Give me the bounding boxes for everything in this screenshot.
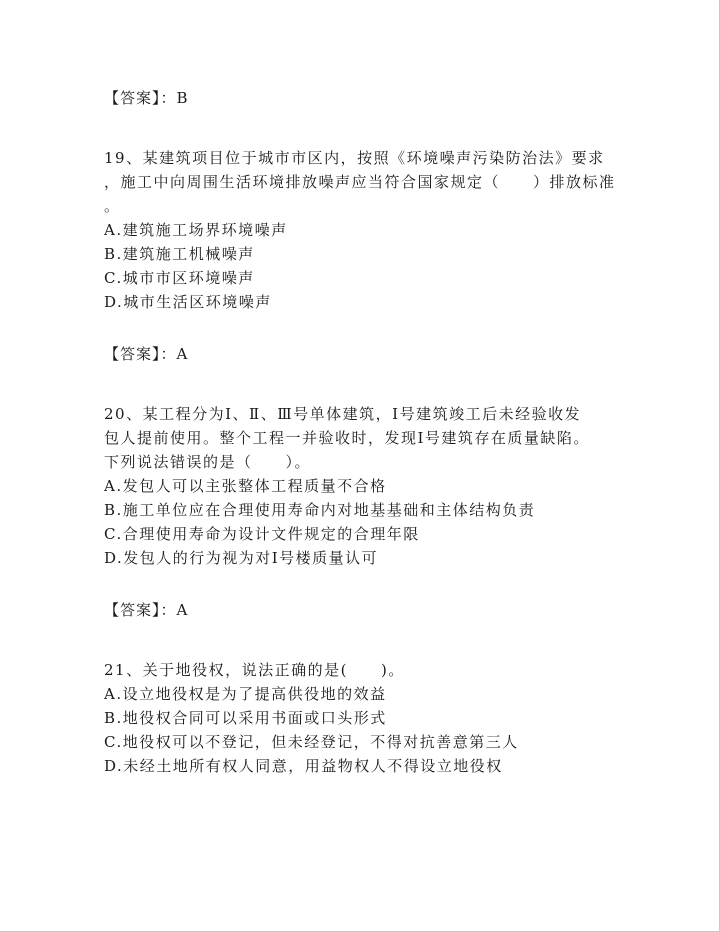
q19-option-b: B.建筑施工机械噪声 xyxy=(104,245,255,263)
q20-option-d: D.发包人的行为视为对Ⅰ号楼质量认可 xyxy=(104,549,379,567)
q20-option-b: B.施工单位应在合理使用寿命内对地基基础和主体结构负责 xyxy=(104,501,536,519)
q19-option-d: D.城市生活区环境噪声 xyxy=(104,293,272,311)
q20-option-a: A.发包人可以主张整体工程质量不合格 xyxy=(104,477,387,495)
q19-stem-line-1: 19、某建筑项目位于城市市区内，按照《环境噪声污染防治法》要求 xyxy=(104,149,605,167)
q20-option-c: C.合理使用寿命为设计文件规定的合理年限 xyxy=(104,525,420,543)
previous-answer: 【答案】：B xyxy=(104,89,189,107)
q20-stem-line-2: 包人提前使用。整个工程一并验收时，发现Ⅰ号建筑存在质量缺陷。 xyxy=(104,429,590,447)
q21-option-b: B.地役权合同可以采用书面或口头形式 xyxy=(104,709,387,727)
q19-answer: 【答案】：A xyxy=(104,345,189,363)
q19-stem-line-2: ，施工中向周围生活环境排放噪声应当符合国家规定（ ）排放标准 xyxy=(104,173,616,191)
q19-option-a: A.建筑施工场界环境噪声 xyxy=(104,221,288,239)
q20-answer: 【答案】：A xyxy=(104,601,189,619)
q20-stem-line-1: 20、某工程分为Ⅰ、Ⅱ、Ⅲ号单体建筑，Ⅰ号建筑竣工后未经验收发 xyxy=(104,405,582,423)
q19-option-c: C.城市市区环境噪声 xyxy=(104,269,255,287)
q21-stem-line-1: 21、关于地役权，说法正确的是( )。 xyxy=(104,661,405,679)
q19-stem-line-3: 。 xyxy=(104,197,121,215)
q20-stem-line-3: 下列说法错误的是（ ）。 xyxy=(104,453,312,471)
q21-option-c: C.地役权可以不登记，但未经登记，不得对抗善意第三人 xyxy=(104,733,519,751)
q21-option-d: D.未经土地所有权人同意，用益物权人不得设立地役权 xyxy=(104,757,503,775)
q21-option-a: A.设立地役权是为了提高供役地的效益 xyxy=(104,685,387,703)
